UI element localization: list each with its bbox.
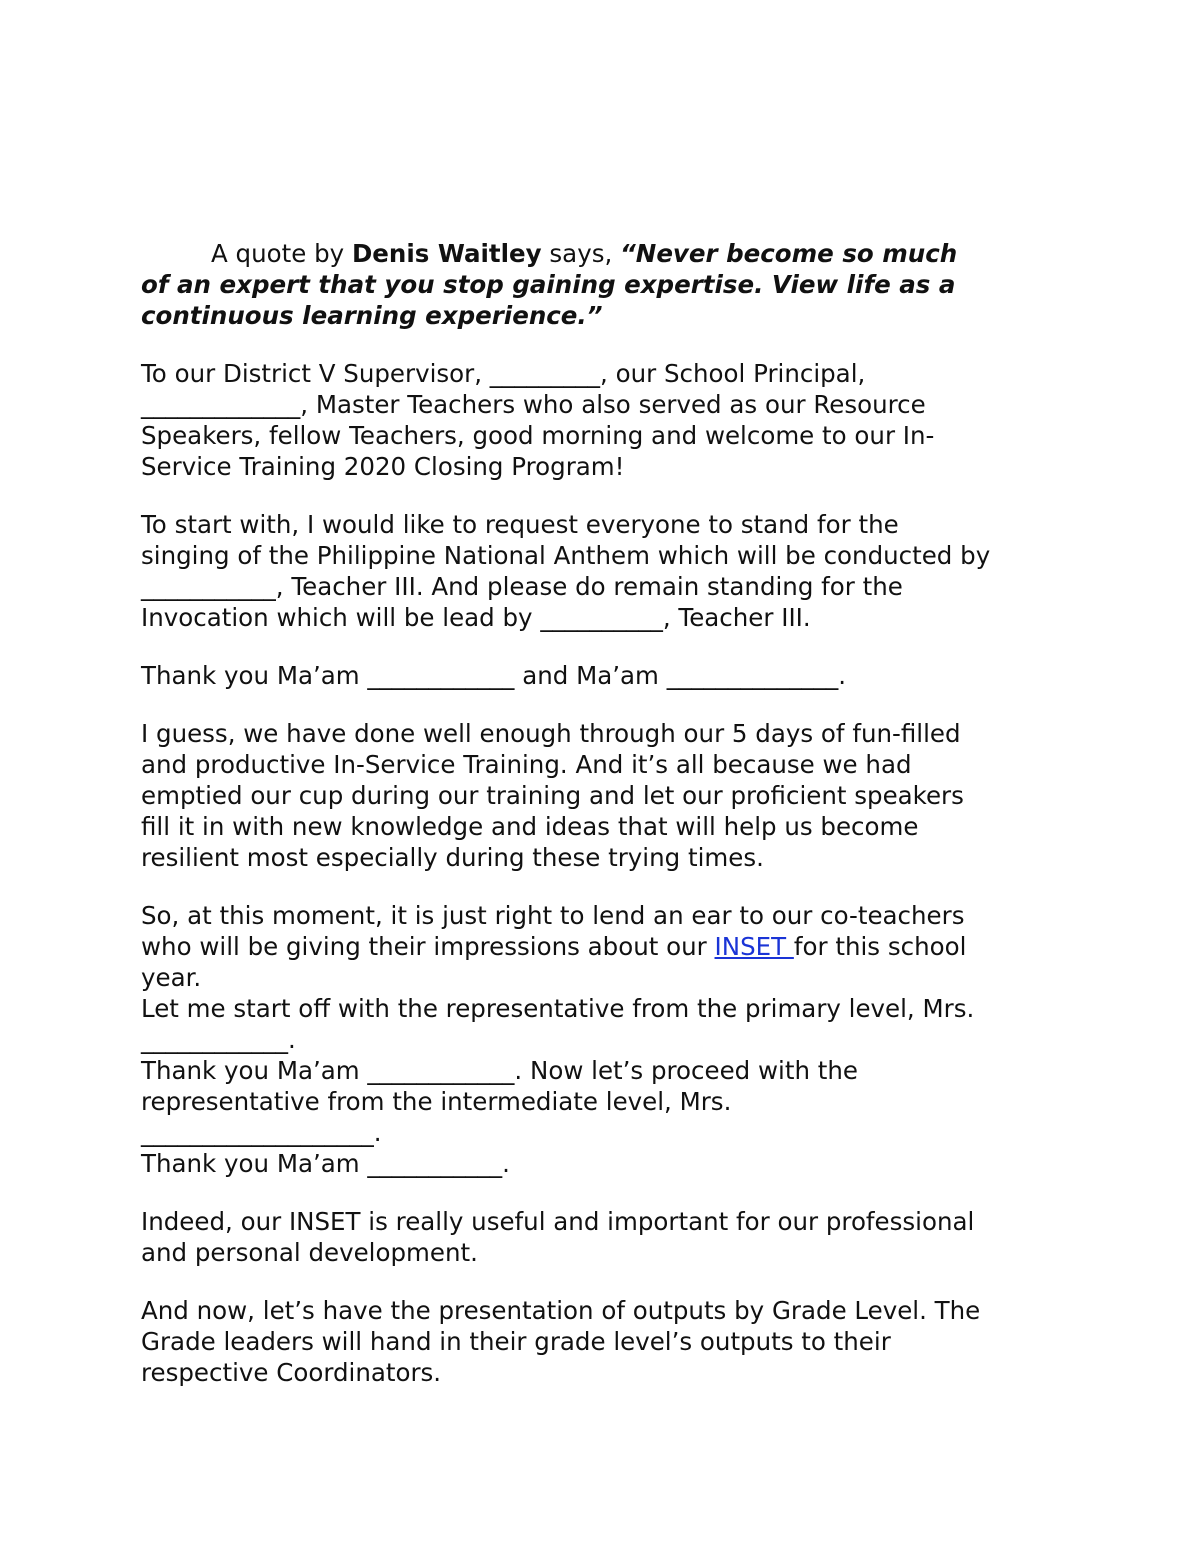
- greeting-paragraph: [141, 358, 1066, 482]
- impressions-line: year.: [141, 963, 202, 992]
- training-line: emptied our cup during our training and let our proficient speakers: [141, 781, 964, 810]
- greeting-line: _____________, Master Teachers who also served as our Resource: [141, 390, 926, 419]
- quote-text-start: “Never become so much: [620, 239, 958, 268]
- training-line: and productive In-Service Training. And it’s all because we had: [141, 750, 912, 779]
- impressions-line: ___________________.: [141, 1118, 382, 1147]
- inset-line: Indeed, our INSET is really useful and important for our professional: [141, 1207, 975, 1236]
- impressions-line: [141, 931, 1066, 962]
- training-line: fill it in with new knowledge and ideas that will help us become: [141, 812, 919, 841]
- impressions-paragraph: [141, 900, 1066, 1179]
- inset-paragraph: [141, 1206, 1066, 1268]
- greeting-line: Service Training 2020 Closing Program!: [141, 452, 625, 481]
- thanks-line: Thank you Ma’am ____________ and Ma’am ______________.: [141, 661, 846, 690]
- outputs-line: respective Coordinators.: [141, 1358, 442, 1387]
- document-body: [141, 238, 1066, 1388]
- quote-line-3: continuous learning experience.”: [141, 301, 603, 330]
- quote-paragraph: [141, 238, 1066, 331]
- impressions-line: representative from the intermediate level, Mrs.: [141, 1087, 732, 1116]
- training-paragraph: [141, 718, 1066, 873]
- training-line: resilient most especially during these trying times.: [141, 843, 764, 872]
- impressions-text: who will be giving their impressions about our: [141, 932, 715, 961]
- quote-line-1: [141, 238, 1066, 269]
- outputs-paragraph: [141, 1295, 1066, 1388]
- inset-link[interactable]: INSET: [714, 932, 794, 961]
- anthem-line: singing of the Philippine National Anthem which will be conducted by: [141, 541, 991, 570]
- quote-author: Denis Waitley: [351, 239, 542, 268]
- impressions-line: Thank you Ma’am ____________. Now let’s proceed with the: [141, 1056, 858, 1085]
- anthem-line: Invocation which will be lead by __________, Teacher III.: [141, 603, 811, 632]
- quote-intro-text: A quote by: [211, 239, 352, 268]
- quote-says-text: says,: [541, 239, 621, 268]
- impressions-text: for this school: [793, 932, 967, 961]
- impressions-line: So, at this moment, it is just right to lend an ear to our co-teachers: [141, 901, 965, 930]
- training-line: I guess, we have done well enough through our 5 days of fun-filled: [141, 719, 961, 748]
- thanks-paragraph: [141, 660, 1066, 691]
- inset-line: and personal development.: [141, 1238, 478, 1267]
- impressions-line: Let me start off with the representative from the primary level, Mrs.: [141, 994, 975, 1023]
- outputs-line: Grade leaders will hand in their grade level’s outputs to their: [141, 1327, 891, 1356]
- anthem-paragraph: [141, 509, 1066, 633]
- impressions-line: ____________.: [141, 1025, 296, 1054]
- anthem-line: To start with, I would like to request everyone to stand for the: [141, 510, 899, 539]
- quote-line-2: of an expert that you stop gaining expertise. View life as a: [141, 270, 956, 299]
- anthem-line: ___________, Teacher III. And please do remain standing for the: [141, 572, 903, 601]
- outputs-line: And now, let’s have the presentation of outputs by Grade Level. The: [141, 1296, 981, 1325]
- impressions-line: Thank you Ma’am ___________.: [141, 1149, 510, 1178]
- greeting-line: To our District V Supervisor, _________, our School Principal,: [141, 359, 866, 388]
- greeting-line: Speakers, fellow Teachers, good morning and welcome to our In-: [141, 421, 935, 450]
